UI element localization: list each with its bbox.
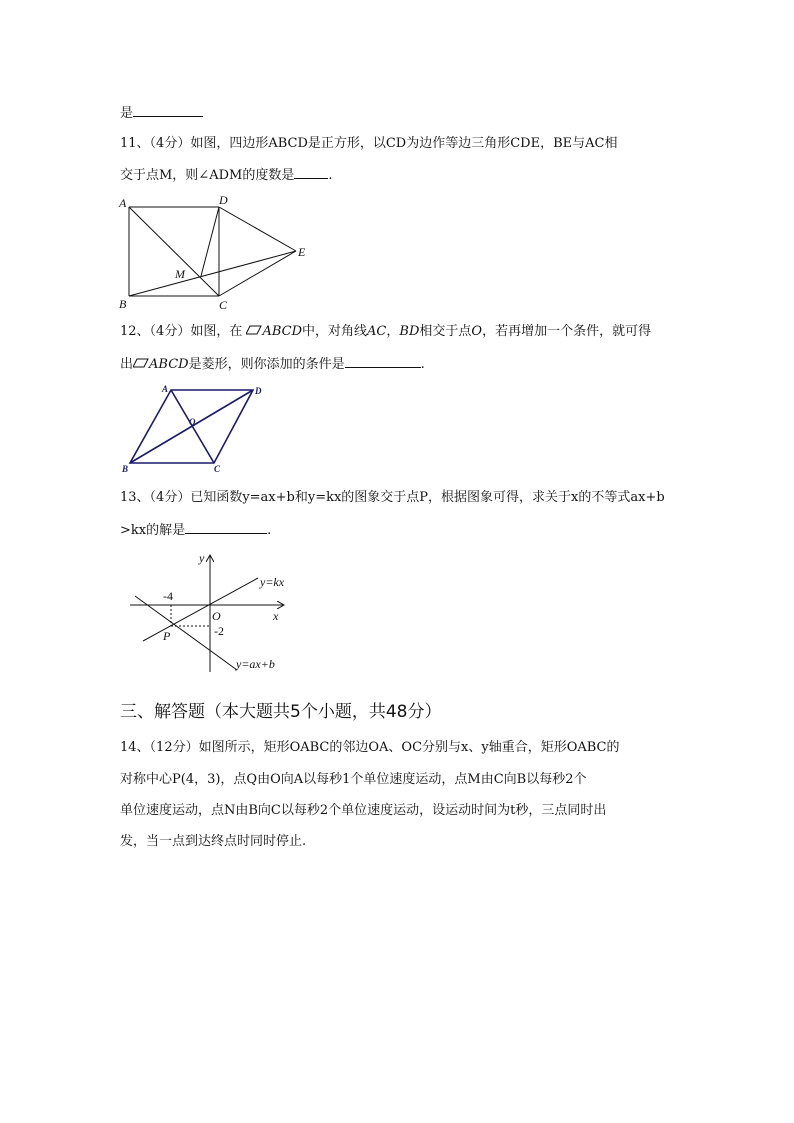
q12-line1-h: O bbox=[471, 324, 483, 339]
q11-segment-dm bbox=[201, 207, 219, 276]
q12-line2-end: . bbox=[420, 357, 425, 372]
q14-line2: 对称中心P(4，3)，点Q由O向A以每秒1个单位速度运动，点M由C向B以每秒2个 bbox=[120, 772, 587, 787]
q11-label-c: C bbox=[219, 298, 228, 312]
q11-square-figure bbox=[115, 192, 315, 312]
q13-line2 bbox=[120, 521, 271, 539]
q12-answer-blank[interactable] bbox=[345, 355, 421, 368]
q12-line1-g: 相交于点 bbox=[419, 324, 472, 339]
q12-line1-i: ，若再增加一个条件，就可得 bbox=[482, 324, 652, 339]
q13-line1: 13、（4分）已知函数y=ax+b和y=kx的图象交于点P，根据图象可得，求关于x的不等式ax+b bbox=[120, 490, 665, 505]
q12-label-c: C bbox=[214, 464, 221, 474]
parallelogram-symbol-icon bbox=[133, 358, 149, 368]
q12-line2-b: ABCD bbox=[149, 357, 189, 372]
q11-line2 bbox=[120, 166, 332, 184]
q11-label-a: A bbox=[119, 196, 127, 210]
q13-label-kx: y=kx bbox=[260, 575, 285, 589]
q12-line1-e: ， bbox=[386, 324, 400, 339]
q11-label-e: E bbox=[298, 245, 306, 259]
q14-line1: 14、（12分）如图所示，矩形OABC的邻边OA、OC分别与x、y轴重合，矩形OABC的 bbox=[120, 740, 620, 755]
q11-line2-text: 交于点M，则∠ADM的度数是 bbox=[120, 168, 295, 183]
q13-label-neg4: -4 bbox=[163, 589, 173, 603]
q12-line2 bbox=[120, 355, 425, 373]
q11-diagonal-ac bbox=[129, 207, 219, 296]
q14-line3: 单位速度运动，点N由B向C以每秒2个单位速度运动，设运动时间为t秒，三点同时出 bbox=[120, 803, 607, 818]
q13-line2-text: >kx的解是 bbox=[120, 523, 186, 538]
q10-tail-text: 是 bbox=[120, 106, 134, 121]
q12-line1-b: ABCD bbox=[262, 324, 303, 339]
q12-line1-c: 中，对角线 bbox=[302, 324, 368, 339]
q11-side-de bbox=[219, 207, 296, 251]
q11-line2-end: . bbox=[328, 168, 333, 183]
q11-side-ce bbox=[219, 251, 296, 296]
q11-answer-blank[interactable] bbox=[294, 166, 328, 179]
q12-line1-f: BD bbox=[399, 324, 420, 339]
q13-line2-end: . bbox=[267, 523, 272, 538]
q13-label-origin: O bbox=[212, 609, 221, 623]
q13-label-neg2: -2 bbox=[214, 624, 224, 638]
q10-answer-blank[interactable] bbox=[133, 104, 203, 117]
q11-label-b: B bbox=[119, 297, 127, 311]
q10-answer-line bbox=[120, 104, 203, 122]
q12-line1 bbox=[120, 324, 651, 340]
q13-label-y: y bbox=[199, 551, 205, 565]
q12-line1-d: AC bbox=[367, 324, 387, 339]
q13-line-kx bbox=[143, 578, 258, 641]
q11-label-m: M bbox=[175, 267, 185, 281]
q13-graph-figure bbox=[125, 548, 305, 678]
q12-line1-a: 12、（4分）如图，在 bbox=[120, 324, 243, 339]
q12-label-o: O bbox=[189, 417, 196, 427]
q13-label-x: x bbox=[273, 609, 279, 623]
q12-line2-c: 是菱形，则你添加的条件是 bbox=[188, 357, 345, 372]
q13-label-p: P bbox=[163, 629, 171, 643]
parallelogram-symbol-icon bbox=[246, 325, 262, 335]
q11-label-d: D bbox=[219, 193, 228, 207]
q11-line1: 11、（4分）如图，四边形ABCD是正方形，以CD为边作等边三角形CDE，BE与AC相 bbox=[120, 136, 618, 151]
q12-label-d: D bbox=[255, 386, 262, 396]
q13-label-axb: y=ax+b bbox=[236, 657, 275, 671]
q14-line4: 发，当一点到达终点时同时停止. bbox=[120, 834, 307, 849]
q12-line2-a: 出 bbox=[120, 357, 134, 372]
q13-answer-blank[interactable] bbox=[185, 521, 267, 534]
q12-label-b: B bbox=[122, 464, 129, 474]
section-heading: 三、解答题（本大题共5个小题，共48分） bbox=[120, 702, 442, 722]
q12-label-a: A bbox=[162, 384, 169, 394]
q12-parallelogram-figure bbox=[118, 380, 278, 478]
